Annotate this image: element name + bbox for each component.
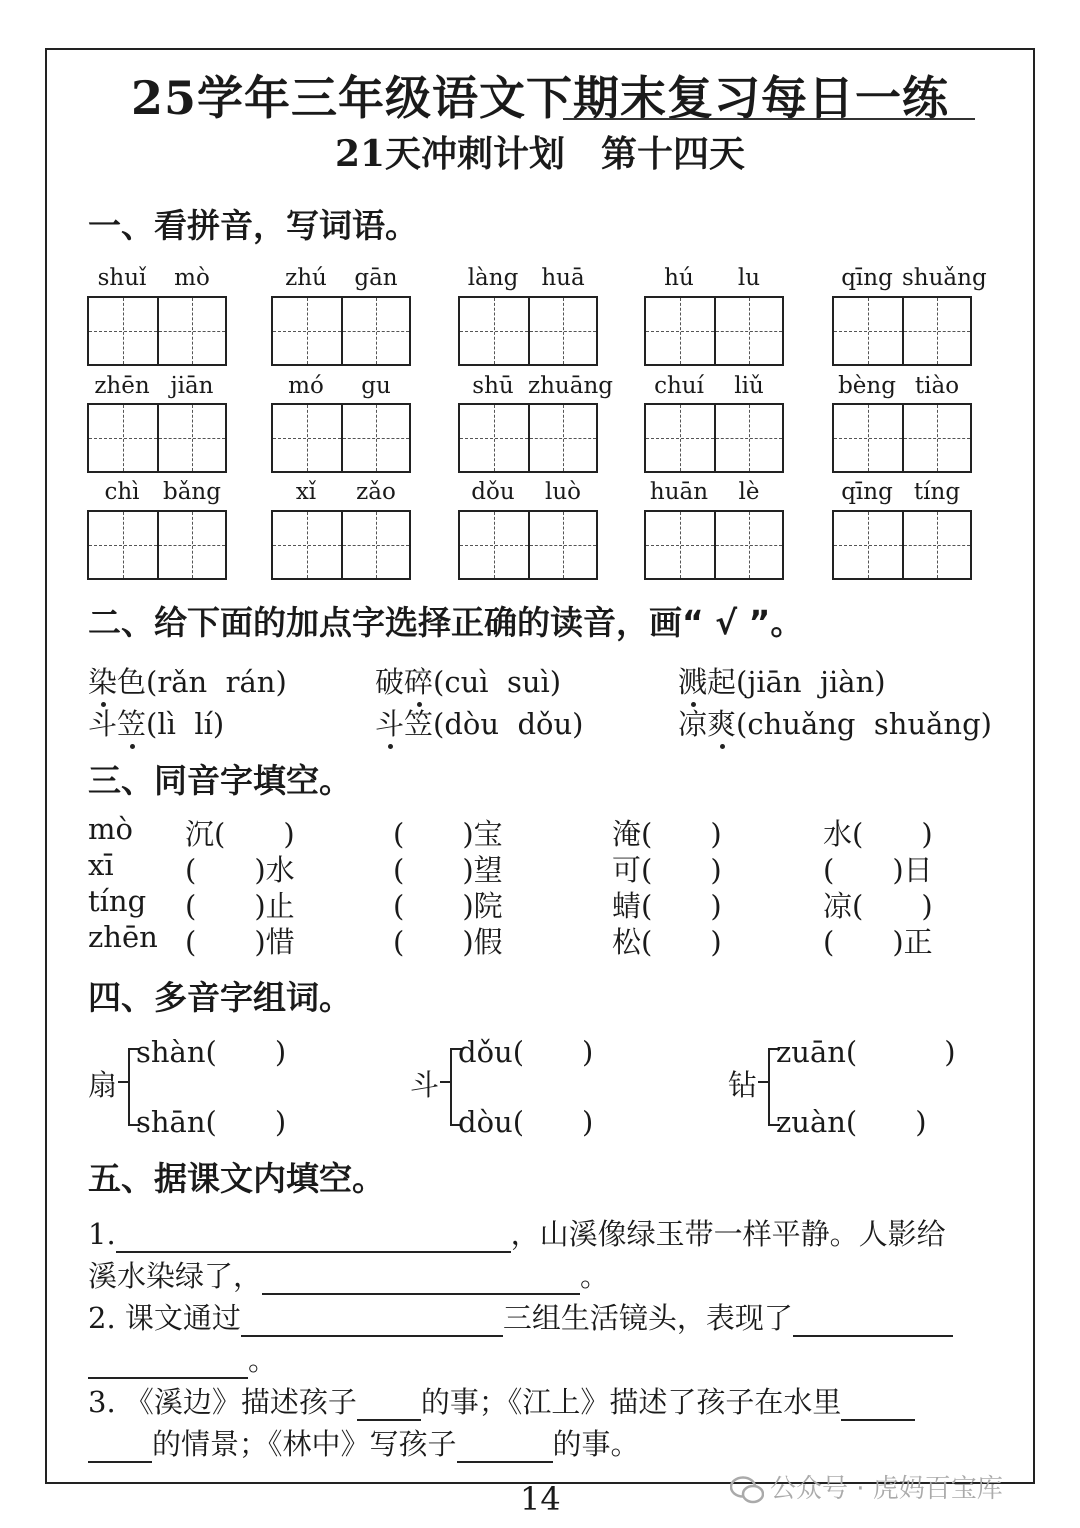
writing-grid[interactable] bbox=[271, 403, 411, 473]
reading-choice-item[interactable] bbox=[678, 702, 992, 743]
section-5-heading: 五、据课文内填空。 bbox=[88, 1159, 385, 1198]
homophone-pinyin: xī bbox=[88, 848, 114, 882]
homophone-blank[interactable]: 蜻( ) bbox=[612, 889, 722, 923]
writing-grid[interactable] bbox=[458, 296, 598, 366]
reading-choice-item[interactable] bbox=[375, 702, 584, 743]
word-pre: 斗 bbox=[88, 707, 118, 741]
grid-cell[interactable] bbox=[528, 405, 596, 471]
grid-cell[interactable] bbox=[341, 512, 409, 578]
pinyin-label: mò bbox=[174, 265, 210, 291]
reading-choice-item[interactable] bbox=[375, 660, 561, 701]
fill-question-3-line2 bbox=[88, 1422, 640, 1463]
fill-question-1 bbox=[88, 1212, 946, 1253]
writing-grid[interactable] bbox=[832, 403, 972, 473]
page-number: 14 bbox=[520, 1480, 561, 1518]
writing-grid[interactable] bbox=[271, 296, 411, 366]
dotted-char: 染 bbox=[88, 660, 117, 701]
q2-text: 2. 课文通过 bbox=[88, 1301, 241, 1335]
polyphone-char: 扇 bbox=[88, 1068, 118, 1102]
writing-grid[interactable] bbox=[87, 403, 227, 473]
polyphone-char: 钻 bbox=[728, 1068, 758, 1102]
grid-cell[interactable] bbox=[273, 298, 341, 364]
pinyin-label: qīng bbox=[841, 265, 893, 291]
homophone-blank[interactable]: ( )惜 bbox=[185, 925, 295, 959]
homophone-blank[interactable]: ( )正 bbox=[823, 925, 933, 959]
q1-blank-1[interactable] bbox=[116, 1221, 511, 1253]
dotted-char: 碎 bbox=[404, 660, 433, 701]
homophone-blank[interactable]: 沉( ) bbox=[185, 817, 295, 851]
pinyin-label: dǒu bbox=[471, 479, 515, 505]
pinyin-label: luò bbox=[544, 479, 582, 505]
grid-cell[interactable] bbox=[341, 405, 409, 471]
writing-grid[interactable] bbox=[644, 510, 784, 580]
homophone-blank[interactable]: 水( ) bbox=[823, 817, 933, 851]
grid-cell[interactable] bbox=[714, 298, 782, 364]
reading-choice-item[interactable] bbox=[88, 702, 224, 743]
writing-grid[interactable] bbox=[458, 510, 598, 580]
grid-cell[interactable] bbox=[89, 512, 157, 578]
homophone-blank[interactable]: ( )日 bbox=[823, 853, 933, 887]
reading-options[interactable]: (lì lí) bbox=[146, 707, 225, 741]
q1-number: 1. bbox=[88, 1217, 116, 1251]
pinyin-label: zǎo bbox=[356, 479, 396, 505]
grid-cell[interactable] bbox=[460, 405, 528, 471]
fill-question-2 bbox=[88, 1296, 953, 1337]
q3-end: 的事。 bbox=[552, 1427, 640, 1461]
grid-cell[interactable] bbox=[528, 298, 596, 364]
dotted-char: 爽 bbox=[707, 702, 736, 743]
polyphone-reading-top[interactable]: dǒu( ) bbox=[458, 1035, 594, 1069]
grid-cell[interactable] bbox=[157, 298, 225, 364]
pinyin-label: zhú bbox=[285, 265, 327, 291]
fill-question-3 bbox=[88, 1380, 915, 1421]
polyphone-reading-bottom[interactable]: dòu( ) bbox=[458, 1105, 594, 1139]
pinyin-label: hú bbox=[664, 265, 694, 291]
dotted-char: 笠 bbox=[117, 702, 146, 743]
grid-cell[interactable] bbox=[902, 405, 970, 471]
pinyin-label: tíng bbox=[913, 479, 961, 505]
homophone-blank[interactable]: 松( ) bbox=[612, 925, 722, 959]
wechat-icon bbox=[730, 1476, 764, 1504]
grid-cell[interactable] bbox=[157, 512, 225, 578]
reading-options[interactable]: (jiān jiàn) bbox=[736, 665, 886, 699]
pinyin-label: bèng bbox=[838, 373, 896, 399]
word-post: 起 bbox=[707, 665, 737, 699]
q3-text-2: 的事；《江上》描述了孩子在水里 bbox=[420, 1385, 842, 1419]
grid-cell[interactable] bbox=[89, 405, 157, 471]
polyphone-reading-bottom[interactable]: shān( ) bbox=[136, 1105, 287, 1139]
bracket-stem bbox=[758, 1081, 768, 1083]
title-underline bbox=[563, 118, 975, 120]
grid-cell[interactable] bbox=[714, 512, 782, 578]
writing-grid[interactable] bbox=[644, 296, 784, 366]
pinyin-label: zhuāng bbox=[528, 373, 613, 399]
section-4-heading: 四、多音字组词。 bbox=[88, 978, 352, 1017]
pinyin-label: xǐ bbox=[295, 479, 317, 505]
homophone-blank[interactable]: 可( ) bbox=[612, 853, 722, 887]
dotted-char: 斗 bbox=[375, 702, 404, 743]
pinyin-label: bǎng bbox=[163, 479, 221, 505]
pinyin-label: huā bbox=[541, 265, 585, 291]
grid-cell[interactable] bbox=[834, 512, 902, 578]
word-post: 笠 bbox=[404, 707, 434, 741]
homophone-blank[interactable]: ( )望 bbox=[393, 853, 503, 887]
reading-choice-item[interactable] bbox=[88, 660, 287, 701]
pinyin-label: chì bbox=[104, 479, 140, 505]
q2-end: 。 bbox=[248, 1343, 278, 1377]
q3-blank-3[interactable] bbox=[88, 1431, 152, 1463]
grid-cell[interactable] bbox=[714, 405, 782, 471]
pinyin-label: huān bbox=[649, 479, 709, 505]
homophone-pinyin: tíng bbox=[88, 884, 147, 918]
pinyin-label: shū bbox=[472, 373, 514, 399]
watermark bbox=[730, 1468, 1003, 1505]
q3-blank-1[interactable] bbox=[357, 1389, 421, 1421]
q2-blank-3[interactable] bbox=[88, 1347, 248, 1379]
q2-text-2: 三组生活镜头，表现了 bbox=[502, 1301, 793, 1335]
reading-choice-item[interactable] bbox=[678, 660, 886, 701]
pinyin-label: gān bbox=[354, 265, 398, 291]
pinyin-label: gu bbox=[361, 373, 391, 399]
polyphone-char: 斗 bbox=[410, 1068, 440, 1102]
pinyin-label: jiān bbox=[170, 373, 214, 399]
bracket-stem bbox=[118, 1081, 128, 1083]
q3-blank-2[interactable] bbox=[841, 1389, 915, 1421]
word-post: 色 bbox=[117, 665, 147, 699]
pinyin-label: shuǐ bbox=[97, 265, 147, 291]
grid-cell[interactable] bbox=[646, 298, 714, 364]
q3-text-3: 的情景；《林中》写孩子 bbox=[152, 1427, 457, 1461]
writing-grid[interactable] bbox=[458, 403, 598, 473]
grid-cell[interactable] bbox=[460, 298, 528, 364]
fill-question-2-line2 bbox=[88, 1338, 277, 1379]
writing-grid[interactable] bbox=[832, 296, 972, 366]
grid-cell[interactable] bbox=[341, 298, 409, 364]
grid-cell[interactable] bbox=[157, 405, 225, 471]
reading-options[interactable]: (cuì suì) bbox=[433, 665, 562, 699]
word-pre: 破 bbox=[375, 665, 405, 699]
homophone-pinyin: mò bbox=[88, 812, 133, 846]
bracket-stem bbox=[440, 1081, 450, 1083]
pinyin-label: zhēn bbox=[94, 373, 150, 399]
grid-cell[interactable] bbox=[273, 405, 341, 471]
pinyin-label: liǔ bbox=[734, 373, 764, 399]
writing-grid[interactable] bbox=[832, 510, 972, 580]
pinyin-label: shuǎng bbox=[902, 265, 987, 291]
pinyin-label: chuí bbox=[654, 373, 704, 399]
reading-options[interactable]: (rǎn rán) bbox=[146, 665, 287, 699]
writing-grid[interactable] bbox=[87, 296, 227, 366]
homophone-blank[interactable]: 凉( ) bbox=[823, 889, 933, 923]
polyphone-reading-top[interactable]: shàn( ) bbox=[136, 1035, 287, 1069]
page-subtitle: 21天冲刺计划 第十四天 bbox=[334, 133, 746, 175]
section-1-heading: 一、看拼音，写词语。 bbox=[88, 206, 418, 245]
reading-options[interactable]: (chuǎng shuǎng) bbox=[736, 707, 992, 741]
homophone-blank[interactable]: ( )院 bbox=[393, 889, 503, 923]
grid-cell[interactable] bbox=[902, 298, 970, 364]
q1-text: ，山溪像绿玉带一样平静。人影给 bbox=[510, 1217, 946, 1251]
homophone-blank[interactable]: ( )假 bbox=[393, 925, 503, 959]
pinyin-label: làng bbox=[467, 265, 519, 291]
pinyin-label: tiào bbox=[914, 373, 960, 399]
pinyin-label: qīng bbox=[841, 479, 893, 505]
grid-cell[interactable] bbox=[460, 512, 528, 578]
q1-end: 。 bbox=[580, 1259, 610, 1293]
polyphone-reading-bottom[interactable]: zuàn( ) bbox=[776, 1105, 927, 1139]
grid-cell[interactable] bbox=[528, 512, 596, 578]
polyphone-reading-top[interactable]: zuān( ) bbox=[776, 1035, 956, 1069]
homophone-blank[interactable]: ( )水 bbox=[185, 853, 295, 887]
grid-cell[interactable] bbox=[89, 298, 157, 364]
reading-options[interactable]: (dòu dǒu) bbox=[433, 707, 584, 741]
homophone-blank[interactable]: ( )止 bbox=[185, 889, 295, 923]
homophone-blank[interactable]: 淹( ) bbox=[612, 817, 722, 851]
pinyin-label: lu bbox=[737, 265, 761, 291]
page-title: 25学年三年级语文下期末复习每日一练 bbox=[130, 71, 949, 125]
writing-grid[interactable] bbox=[644, 403, 784, 473]
grid-cell[interactable] bbox=[902, 512, 970, 578]
watermark-text: 公众号 · 虎妈百宝库 bbox=[770, 1474, 1003, 1504]
section-2-heading: 二、给下面的加点字选择正确的读音，画“ √ ”。 bbox=[88, 603, 804, 642]
q1-text-2: 溪水染绿了， bbox=[88, 1259, 263, 1293]
grid-cell[interactable] bbox=[273, 512, 341, 578]
pinyin-label: lè bbox=[738, 479, 760, 505]
word-pre: 凉 bbox=[678, 707, 708, 741]
grid-cell[interactable] bbox=[834, 405, 902, 471]
homophone-blank[interactable]: ( )宝 bbox=[393, 817, 503, 851]
dotted-char: 溅 bbox=[678, 660, 707, 701]
writing-grid[interactable] bbox=[87, 510, 227, 580]
q2-blank-2[interactable] bbox=[793, 1305, 953, 1337]
q3-text: 3. 《溪边》描述孩子 bbox=[88, 1385, 357, 1419]
q2-blank-1[interactable] bbox=[241, 1305, 503, 1337]
homophone-pinyin: zhēn bbox=[88, 920, 158, 954]
grid-cell[interactable] bbox=[834, 298, 902, 364]
q3-blank-4[interactable] bbox=[457, 1431, 553, 1463]
pinyin-label: mó bbox=[288, 373, 324, 399]
section-3-heading: 三、同音字填空。 bbox=[88, 761, 352, 800]
fill-question-1-line2 bbox=[88, 1254, 609, 1295]
q1-blank-2[interactable] bbox=[262, 1263, 580, 1295]
writing-grid[interactable] bbox=[271, 510, 411, 580]
grid-cell[interactable] bbox=[646, 405, 714, 471]
grid-cell[interactable] bbox=[646, 512, 714, 578]
